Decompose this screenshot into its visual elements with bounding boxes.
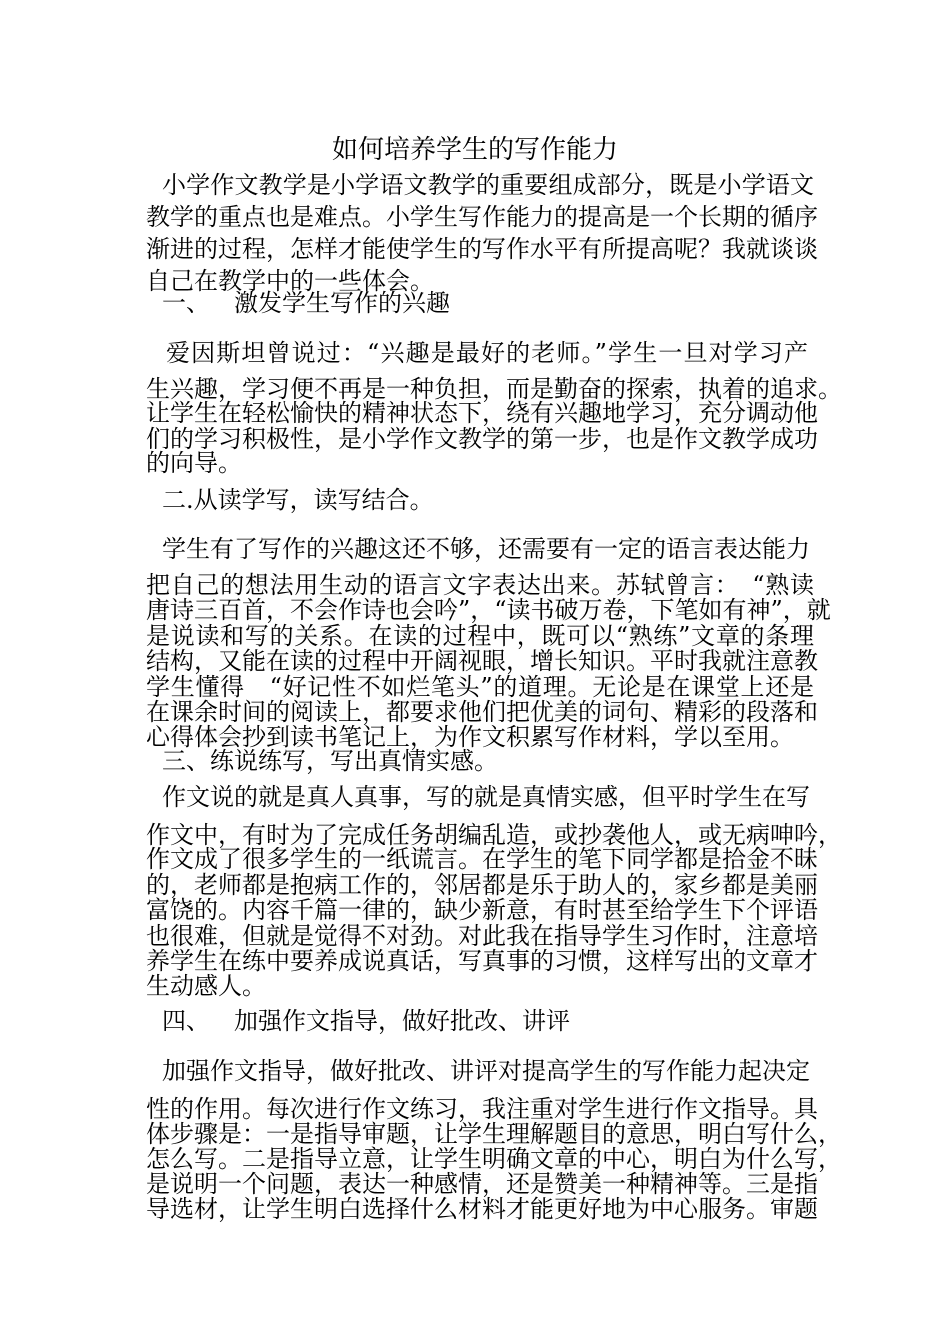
document-title: 如何培养学生的写作能力 — [331, 135, 618, 165]
paragraph-line: 性的作用。每次进行作文练习，我注重对学生进行作文指导。具 — [146, 1095, 818, 1123]
intro-line: 渐进的过程，怎样才能使学生的写作水平有所提高呢？我就谈谈 — [146, 235, 818, 263]
section-heading-4 — [162, 1004, 570, 1038]
paragraph-line: 体步骤是：一是指导审题，让学生理解题目的意思，明白写什么， — [146, 1120, 842, 1148]
intro-line: 自己在教学中的一些体会。 — [146, 267, 434, 295]
intro-line: 小学作文教学是小学语文教学的重要组成部分，既是小学语文 — [162, 171, 814, 199]
paragraph-line: 爱因斯坦曾说过：“兴趣是最好的老师。”学生一旦对学习产 — [166, 339, 808, 367]
paragraph-line: 让学生在轻松愉快的精神状态下，绕有兴趣地学习，充分调动他 — [146, 399, 818, 427]
paragraph-line: 导选材，让学生明白选择什么材料才能更好地为中心服务。审题 — [146, 1195, 818, 1223]
paragraph-line: 在课余时间的阅读上，都要求他们把优美的词句、精彩的段落和 — [146, 698, 818, 726]
section-number: 四、 — [162, 1007, 210, 1035]
paragraph-line: 作文成了很多学生的一纸谎言。在学生的笔下同学都是拾金不昧 — [146, 845, 818, 873]
paragraph-line: 也很难，但就是觉得不对劲。对此我在指导学生习作时，注意培 — [146, 922, 818, 950]
paragraph-line: 们的学习积极性，是小学作文教学的第一步，也是作文教学成功 — [146, 425, 818, 453]
paragraph-line: 作文中，有时为了完成任务胡编乱造，或抄袭他人，或无病呻吟， — [146, 821, 842, 849]
paragraph-line: 生动感人。 — [146, 972, 266, 1000]
intro-line: 教学的重点也是难点。小学生写作能力的提高是一个长期的循序 — [146, 203, 818, 231]
section-heading-3: 三、练说练写，写出真情实感。 — [162, 747, 498, 775]
paragraph-line: 把自己的想法用生动的语言文字表达出来。苏轼曾言： “熟读 — [146, 571, 814, 599]
section-number: 一、 — [162, 289, 210, 317]
paragraph-line: 唐诗三百首，不会作诗也会吟”，“读书破万卷，下笔如有神”，就 — [146, 596, 831, 624]
section-heading-1 — [162, 286, 450, 320]
paragraph-line: 结构，又能在读的过程中开阔视眼，增长知识。平时我就注意教 — [146, 647, 818, 675]
paragraph-line: 富饶的。内容千篇一律的，缺少新意，有时甚至给学生下个评语 — [146, 896, 818, 924]
paragraph-line: 是说读和写的关系。在读的过程中，既可以“熟练”文章的条理 — [146, 622, 814, 650]
section-title: 加强作文指导，做好批改、讲评 — [234, 1007, 570, 1035]
paragraph-line: 学生懂得 “好记性不如烂笔头”的道理。无论是在课堂上还是 — [146, 673, 814, 701]
paragraph-line: 是说明一个问题，表达一种感情，还是赞美一种精神等。三是指 — [146, 1170, 818, 1198]
section-title: 激发学生写作的兴趣 — [234, 289, 450, 317]
paragraph-line: 作文说的就是真人真事，写的就是真情实感，但平时学生在写 — [162, 783, 810, 811]
paragraph-line: 的，老师都是抱病工作的，邻居都是乐于助人的，家乡都是美丽 — [146, 871, 818, 899]
paragraph-line: 心得体会抄到读书笔记上，为作文积累写作材料，学以至用。 — [146, 723, 794, 751]
section-heading-2: 二.从读学写，读写结合。 — [162, 486, 434, 514]
paragraph-line: 的向导。 — [146, 449, 242, 477]
paragraph-line: 生兴趣，学习便不再是一种负担，而是勤奋的探索，执着的追求。 — [146, 375, 842, 403]
paragraph-line: 学生有了写作的兴趣这还不够，还需要有一定的语言表达能力 — [162, 535, 810, 563]
paragraph-line: 怎么写。二是指导立意，让学生明确文章的中心，明白为什么写， — [146, 1145, 842, 1173]
paragraph-line: 加强作文指导，做好批改、讲评对提高学生的写作能力起决定 — [162, 1057, 810, 1085]
paragraph-line: 养学生在练中要养成说真话，写真事的习惯，这样写出的文章才 — [146, 947, 818, 975]
